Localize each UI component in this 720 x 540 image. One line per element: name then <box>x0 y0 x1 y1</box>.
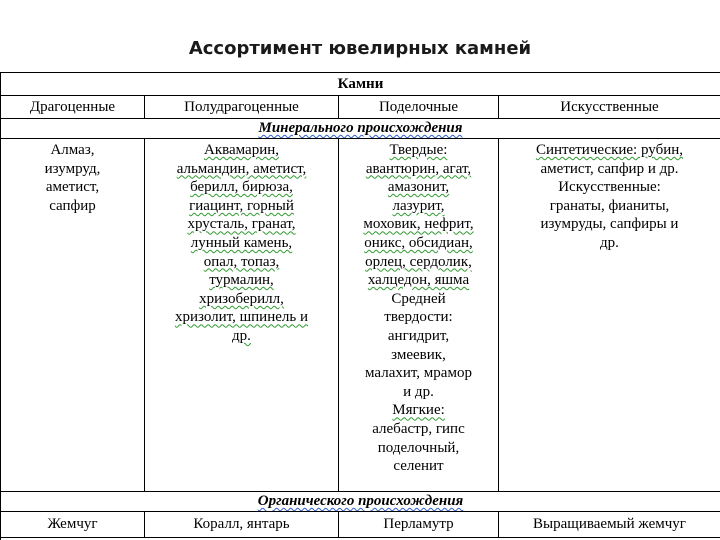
cell-line: альмандин, аметист, <box>176 160 307 177</box>
cell-line: оникс, обсидиан, <box>364 234 473 251</box>
column-header-semiprecious: Полудрагоценные <box>145 96 339 119</box>
cell-artificial-mineral <box>499 139 720 492</box>
cell-line: хризоберилл, <box>199 290 284 307</box>
cell-line: Искусственные: <box>558 179 661 196</box>
cell-artificial-organic: Выращиваемый жемчуг <box>499 512 720 538</box>
cell-line: ангидрит, <box>387 327 450 344</box>
cell-line: изумруды, сапфиры и <box>540 216 679 233</box>
cell-line: турмалин, <box>209 272 274 289</box>
cell-line: берилл, бирюза, <box>190 179 293 196</box>
cell-line: Аквамарин, <box>203 142 279 158</box>
cell-line: аметист, сапфир и др. <box>540 160 679 177</box>
column-header-ornamental: Поделочные <box>339 96 499 119</box>
cell-line: др. <box>600 234 619 251</box>
section-mineral-label: Минерального происхождения <box>258 120 463 137</box>
gems-table <box>0 72 720 540</box>
cell-line: аметист, <box>45 179 100 196</box>
cell-precious-mineral <box>1 139 145 492</box>
section-organic-label: Органического происхождения <box>257 493 464 510</box>
cell-line: др. <box>232 327 251 344</box>
cell-line: твердости: <box>384 309 453 326</box>
cell-line: амазонит, <box>387 179 450 196</box>
cell-line: лазурит, <box>392 197 445 214</box>
cell-line: хризолит, шпинель и <box>174 309 308 326</box>
column-header-precious: Драгоценные <box>1 96 145 119</box>
cell-line: Средней <box>391 290 446 307</box>
cell-line: халцедон, яшма <box>367 272 470 289</box>
cell-semiprecious-organic: Коралл, янтарь <box>145 512 339 538</box>
cell-line: селенит <box>393 458 444 475</box>
cell-line: гранаты, фианиты, <box>549 197 670 214</box>
cell-line: Твердые: <box>389 142 448 158</box>
column-header-artificial: Искусственные <box>499 96 720 119</box>
section-organic-origin <box>1 492 720 512</box>
cell-line: лунный камень, <box>190 234 293 251</box>
cell-line: и др. <box>403 383 434 400</box>
cell-line: орлец, сердолик, <box>365 253 472 270</box>
cell-line: хрусталь, гранат, <box>187 216 296 233</box>
cell-line: малахит, мрамор <box>365 365 472 382</box>
cell-line: авантюрин, агат, <box>365 160 472 177</box>
cell-line: алебастр, гипс <box>372 420 465 437</box>
cell-ornamental-organic: Перламутр <box>339 512 499 538</box>
cell-line: опал, топаз, <box>203 253 280 270</box>
section-mineral-origin <box>1 119 720 139</box>
table-header-stones: Камни <box>1 73 720 96</box>
cell-line: гиацинт, горный <box>189 197 294 214</box>
cell-line: моховик, нефрит, <box>363 216 474 233</box>
cell-line: змеевик, <box>391 346 446 363</box>
cell-line: Мягкие: <box>392 402 445 419</box>
cell-line: поделочный, <box>377 439 460 456</box>
cell-line: Алмаз, <box>50 142 95 158</box>
cell-line: Синтетические: рубин, <box>535 142 684 158</box>
cell-line: сапфир <box>49 197 96 214</box>
cell-line: изумруд, <box>44 160 101 177</box>
cell-semiprecious-mineral <box>145 139 339 492</box>
page-title: Ассортимент ювелирных камней <box>188 38 532 59</box>
cell-precious-organic: Жемчуг <box>1 512 145 538</box>
cell-ornamental-mineral <box>339 139 499 492</box>
